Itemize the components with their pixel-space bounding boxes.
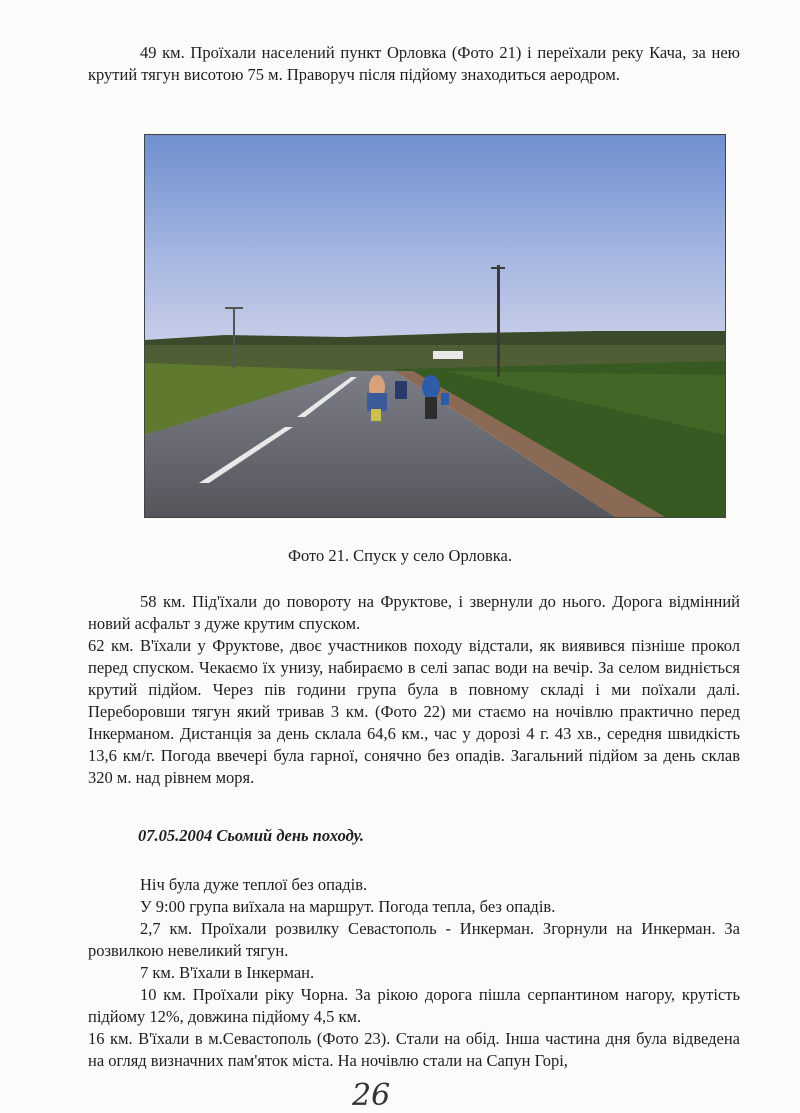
road-photo-image: [145, 135, 725, 517]
paragraph-58km: 58 км. Під'їхали до повороту на Фруктове, і звернули до нього. Дорога відмінний новий асфальт з дуже крутим спуском.: [88, 592, 740, 633]
photo-caption: Фото 21. Спуск у село Орловка.: [287, 546, 512, 565]
day-heading: 07.05.2004 Сьомий день походу.: [138, 826, 365, 845]
paragraph-49km: 49 км. Проїхали населений пункт Орловка (Фото 21) і переїхали реку Кача, за нею крутий тягун висотою 75 м. Праворуч після підйому знаходиться аеродром.: [88, 43, 740, 84]
paragraph-7km: 7 км. В'їхали в Інкерман.: [140, 963, 315, 982]
paragraph-62km: 62 км. В'їхали у Фруктове, двоє участников походу відстали, як виявився пізніше прокол перед спуском. Чекаємо їх унизу, набираємо в селі запас води на вечір. За селом видніється крутий підйом. Через пів години група була в повному складі і ми поїхали далі. Переборовши тягун який тривав 3 км. (Фото 22) ми стаємо на ночівлю практично перед Інкерманом. Дистанція за день склала 64,6 км., час у дорозі 4 г. 43 хв., середня швидкість 13,6 км/г. Погода ввечері була гарної, сонячно без опадів. Загальний підйом за день склав 320 м. над рівнем моря.: [88, 636, 740, 787]
paragraph-night: Ніч була дуже теплої без опадів.: [140, 875, 368, 894]
paragraph-2-7km: 2,7 км. Проїхали розвилку Севастополь - Инкерман. Згорнули на Инкерман. За розвилкою невеликий тягун.: [88, 919, 740, 960]
paragraph-departure: У 9:00 група виїхала на маршрут. Погода тепла, без опадів.: [140, 897, 556, 916]
paragraph-16km: 16 км. В'їхали в м.Севастополь (Фото 23). Стали на обід. Інша частина дня була відведена на огляд визначних пам'яток міста. На ночівлю стали на Сапун Горі,: [88, 1029, 740, 1070]
page-number: 26: [352, 1078, 391, 1113]
paragraph-10km: 10 км. Проїхали ріку Чорна. За рікою дорога пішла серпантином нагору, крутість підйому 12%, довжина підйому 4,5 км.: [88, 985, 740, 1026]
photo-21: [144, 134, 726, 518]
